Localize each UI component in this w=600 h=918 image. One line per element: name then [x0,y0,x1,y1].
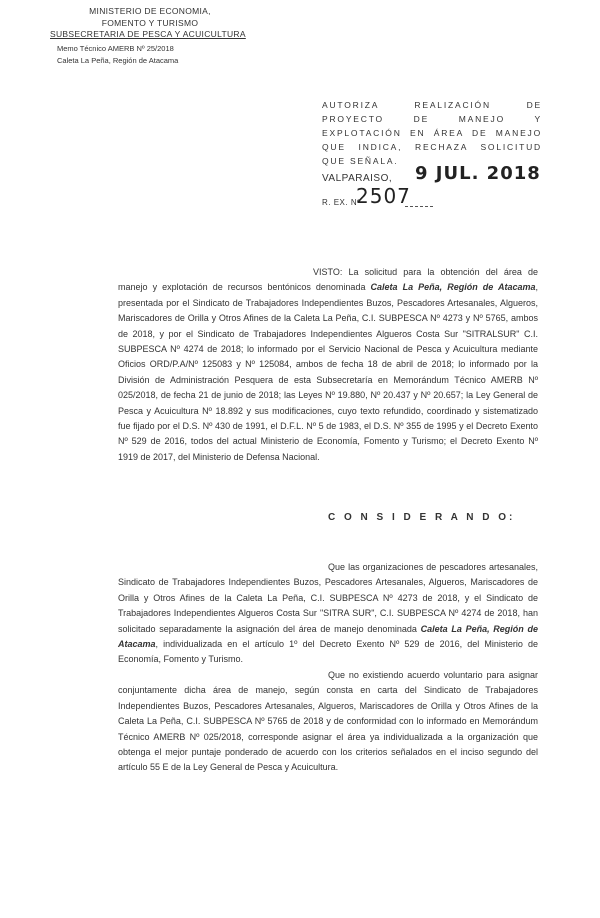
visto-place: Caleta La Peña, Región de Atacama [370,282,536,293]
resolution-label: R. EX. Nº [322,198,361,207]
considerando-1-text-1: artesanales, Sindicato de Trabajadores Independientes Buzos, Pescadores Artesanales, Algueros, Mariscadores de Orilla y Otros Afines de la Caleta La Peña, C.I. SUBPESCA Nº 4273 de 2018, y el Sindicato de Trabajadores Independientes Algueros Costa Sur "SITRA SUR", C.I. SUBPESCA Nº 4274 de 2018, han solicitado separadamente la asignación del área de manejo denominada [118,562,538,634]
considerando-1-lead: Que las organizaciones de pescadores [328,562,486,572]
resolution-number: 2507 [356,184,411,208]
ministry-line-2: FOMENTO Y TURISMO [101,18,199,28]
resolution-date: 9 JUL. 2018 [415,163,541,184]
considerando-heading: C O N S I D E R A N D O: [328,512,516,523]
considerando-1-place: Caleta La Peña, Región de Atacama [118,623,539,650]
considerando-paragraph-1 [118,560,538,668]
ministry-header [60,5,240,29]
considerando-1-text-2: , individualizada en el artículo 1º del Decreto Exento Nº 529 de 2016, del Ministerio de Economía, Fomento y Turismo. [118,639,538,665]
visto-label: VISTO: [313,267,343,277]
visto-text-1: La solicitud para la obtención del área de manejo y explotación de recursos bentónicos denominada [118,267,538,293]
visto-paragraph [118,265,538,465]
visto-text-2: , presentada por el Sindicato de Trabajadores Independientes Buzos, Pescadores Artesanales, Algueros, Mariscadores de Orilla y Otros Afines de la Caleta La Peña, C.I. SUBPESCA Nº 4273 y Nº 5765, ambos de 2018, y por el Sindicato de Trabajadores Independientes Algueros Costa Sur "SITRALSUR" C.I. SUBPESCA Nº 4274 de 2018; lo informado por el Servicio Nacional de Pesca y Acuicultura mediante Oficios ORD/P.A/Nº 125083 y Nº 125084, ambos de fecha 18 de abril de 2018; lo informado por la División de Administración Pesquera de esta Subsecretaría en Memorándum Técnico AMERB Nº 025/2018, de fecha 21 de junio de 2018; las Leyes Nº 19.880, Nº 20.437 y Nº 20.657; la Ley General de Pesca y Acuicultura Nº 18.892 y sus modificaciones, cuyo texto refundido, coordinado y sistematizado fue fijado por el D.S. Nº 430 de 1991, el D.F.L. Nº 5 de 1983, el D.S. Nº 355 de 1995 y el Decreto Exento Nº 529 de 2016, todos del actual Ministerio de Economía, Fomento y Turismo; el Decreto Exento Nº 1919 de 2017, del Ministerio de Defensa Nacional. [118,282,539,462]
considerando-2-text: asignar conjuntamente dicha área de manejo, según consta en carta del Sindicato de Trabajadores Independientes Buzos, Pescadores Artesanales, Algueros, Mariscadores de Orilla y Otros Afines de la Caleta La Peña, C.I. SUBPESCA Nº 5765 de 2018 y de conformidad con lo informado en Memorándum Técnico AMERB Nº 025/2018, corresponde asignar el área ya individualizada a la organización que obtenga el mejor puntaje ponderado de acuerdo con los criterios señalados en el inciso segundo del artículo 55 E de la Ley General de Pesca y Acuicultura. [118,670,538,773]
considerando-2-lead: Que no existiendo acuerdo voluntario para [328,670,505,680]
memo-reference: Memo Técnico AMERB Nº 25/2018 [57,44,174,53]
subsecretaria-line: SUBSECRETARIA DE PESCA Y ACUICULTURA [50,29,246,39]
location-reference: Caleta La Peña, Región de Atacama [57,56,179,65]
resolution-subject: AUTORIZA REALIZACIÓN DE PROYECTO DE MANEJO Y EXPLOTACIÓN EN ÁREA DE MANEJO QUE INDICA, RECHAZA SOLICITUD QUE SEÑALA. [322,100,542,166]
ministry-line-1: MINISTERIO DE ECONOMIA, [89,6,211,16]
resolution-underline [405,206,433,207]
city-label: VALPARAISO, [322,173,393,184]
considerando-paragraph-2 [118,668,538,776]
